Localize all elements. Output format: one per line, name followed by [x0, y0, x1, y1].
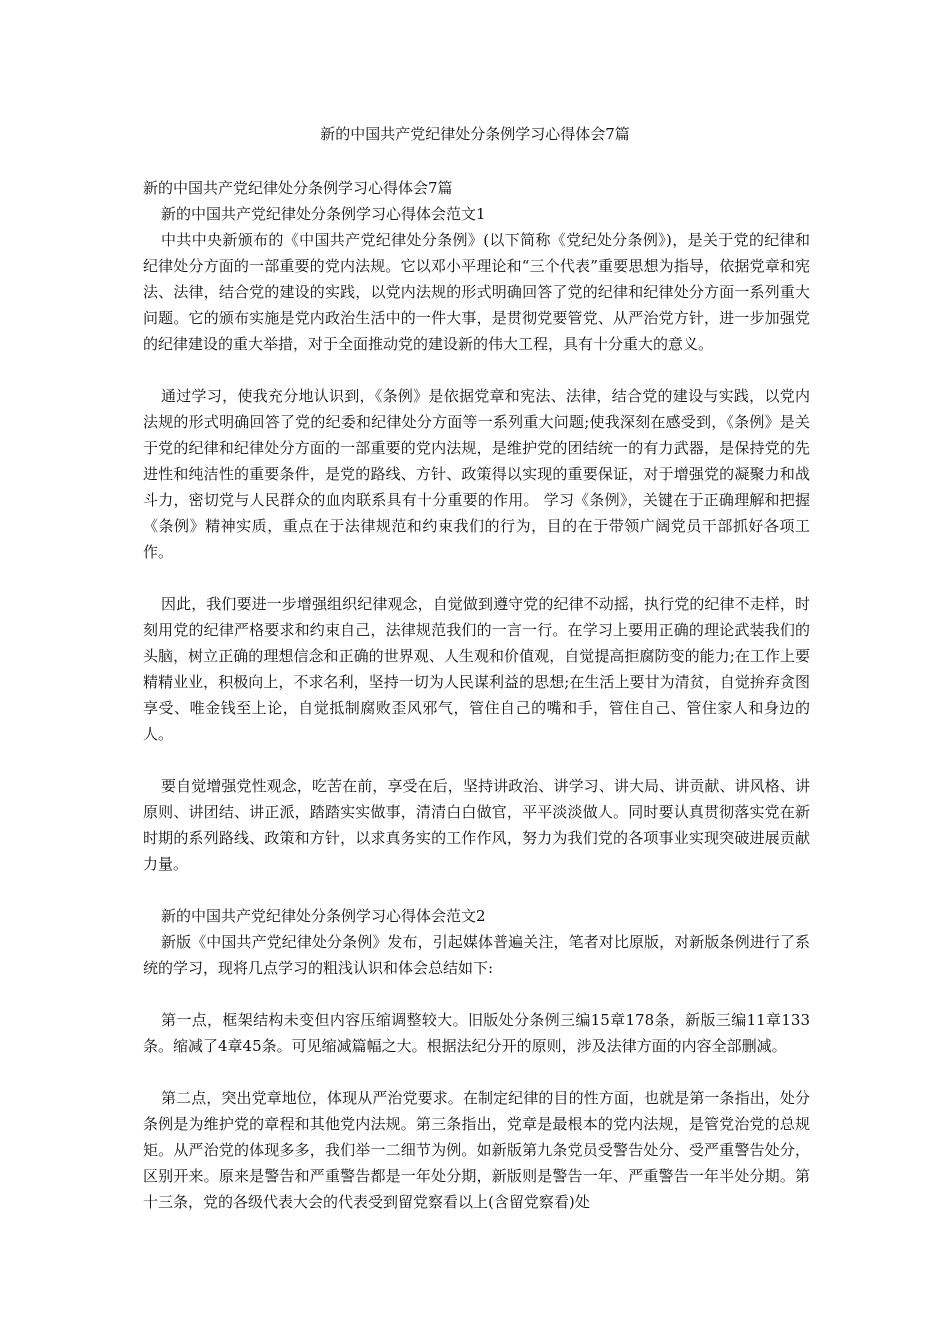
paragraph: 要自觉增强党性观念，吃苦在前，享受在后，坚持讲政治、讲学习、讲大局、讲贡献、讲风格、讲原则、讲团结、讲正派，踏踏实实做事，清清白白做官，平平淡淡做人。同时要认真贯彻落实党在新时期的系列路线、政策和方针，以求真务实的工作作风，努力为我们党的各项事业实现突破进展贡献力量。	[143, 777, 810, 873]
paragraph: 第二点，突出党章地位，体现从严治党要求。在制定纪律的目的性方面，也就是第一条指出，处分条例是为维护党的章程和其他党内法规。第三条指出，党章是最根本的党内法规，是管党治党的总规矩。从严治党的体现多多，我们举一二细节为例。如新版第九条党员受警告处分、受严重警告处分，区别开来。原来是警告和严重警告都是一年处分期，新版则是警告一年、严重警告一年半处分期。第十三条，党的各级代表大会的代表受到留党察看以上(含留党察看)处	[143, 1089, 810, 1211]
document-body	[143, 175, 810, 1215]
paragraph: 通过学习，使我充分地认识到，《条例》是依据党章和宪法、法律，结合党的建设与实践，以党内法规的形式明确回答了党的纪委和纪律处分方面等一系列重大问题;使我深刻在感受到，《条例》是关于党的纪律和纪律处分方面的一部重要的党内法规，是维护党的团结统一的有力武器，是保持党的先进性和纯洁性的重要条件，是党的路线、方针、政策得以实现的重要保证，对于增强党的凝聚力和战斗力，密切党与人民群众的血肉联系具有十分重要的作用。 学习《条例》，关键在于正确理解和把握《条例》精神实质，重点在于法律规范和约束我们的行为，目的在于带领广阔党员干部抓好各项工作。	[143, 387, 810, 561]
paragraph: 因此，我们要进一步增强组织纪律观念，自觉做到遵守党的纪律不动摇，执行党的纪律不走样，时刻用党的纪律严格要求和约束自己，法律规范我们的一言一行。在学习上要用正确的理论武装我们的头脑，树立正确的理想信念和正确的世界观、人生观和价值观，自觉提高拒腐防变的能力;在工作上要精精业业，积极向上，不求名利，坚持一切为人民谋利益的思想;在生活上要甘为清贫，自觉拚弃贪图享受、唯金钱至上论，自觉抵制腐败歪风邪气，管住自己的嘴和手，管住自己、管住家人和身边的人。	[143, 595, 810, 743]
paragraph: 中共中央新颁布的《中国共产党纪律处分条例》(以下简称《党纪处分条例》)，是关于党的纪律和纪律处分方面的一部重要的党内法规。它以邓小平理论和“三个代表”重要思想为指导，依据党章和宪法、法律，结合党的建设的实践，以党内法规的形式明确回答了党的纪律和纪律处分方面一系列重大问题。它的颁布实施是党内政治生活中的一件大事，是贯彻党要管党、从严治党方针，进一步加强党的纪律建设的重大举措，对于全面推动党的建设新的伟大工程，具有十分重大的意义。	[143, 231, 810, 353]
paragraph: 第一点，框架结构未变但内容压缩调整较大。旧版处分条例三编15章178条，新版三编11章133条。缩减了4章45条。可见缩减篇幅之大。根据法纪分开的原则，涉及法律方面的内容全部删减。	[143, 1011, 810, 1055]
document-subtitle: 新的中国共产党纪律处分条例学习心得体会7篇	[143, 179, 453, 197]
section-heading-2: 新的中国共产党纪律处分条例学习心得体会范文2	[161, 907, 486, 925]
paragraph: 新版《中国共产党纪律处分条例》发布，引起媒体普遍关注，笔者对比原版，对新版条例进行了系统的学习，现将几点学习的粗浅认识和体会总结如下:	[143, 933, 810, 977]
document-title: 新的中国共产党纪律处分条例学习心得体会7篇	[320, 125, 630, 143]
section-heading-1: 新的中国共产党纪律处分条例学习心得体会范文1	[161, 205, 486, 223]
